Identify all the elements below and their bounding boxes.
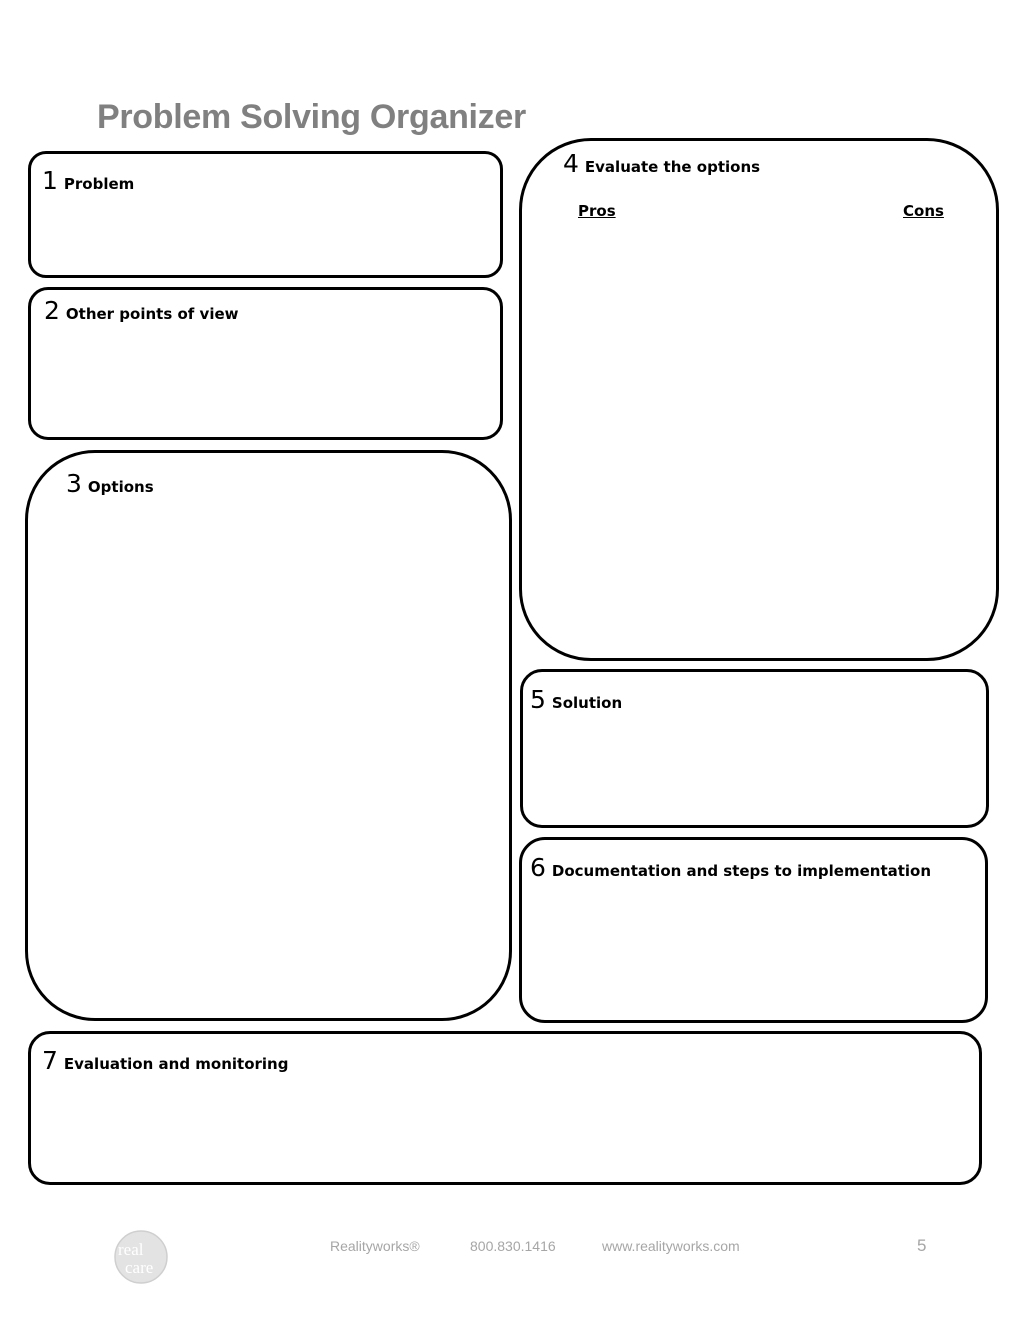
evaluation-monitoring-number: 7 <box>42 1046 58 1075</box>
page-title: Problem Solving Organizer <box>97 98 526 136</box>
solution-heading <box>530 687 622 712</box>
evaluation-monitoring-heading <box>42 1048 288 1073</box>
footer-phone: 800.830.1416 <box>470 1238 556 1254</box>
problem-heading <box>42 168 134 193</box>
evaluate-options-label: Evaluate the options <box>584 158 761 176</box>
documentation-box[interactable] <box>519 837 988 1023</box>
logo-text-top: real <box>118 1240 144 1259</box>
pros-column-header: Pros <box>578 202 616 220</box>
logo-text-bottom: care <box>125 1258 154 1277</box>
other-points-of-view-heading <box>44 298 239 323</box>
page-number: 5 <box>917 1236 927 1255</box>
realcare-logo <box>112 1228 170 1286</box>
problem-number: 1 <box>42 166 58 195</box>
options-number: 3 <box>66 469 82 498</box>
options-label: Options <box>87 478 154 496</box>
options-box[interactable] <box>25 450 512 1021</box>
evaluate-options-number: 4 <box>563 149 579 178</box>
solution-label: Solution <box>551 694 623 712</box>
options-heading <box>66 471 154 496</box>
documentation-heading <box>530 855 931 880</box>
other-points-of-view-number: 2 <box>44 296 60 325</box>
evaluation-monitoring-box[interactable] <box>28 1031 982 1185</box>
evaluation-monitoring-label: Evaluation and monitoring <box>63 1055 289 1073</box>
footer-website[interactable]: www.realityworks.com <box>602 1238 740 1254</box>
problem-label: Problem <box>63 175 135 193</box>
footer-company: Realityworks® <box>330 1238 420 1254</box>
solution-box[interactable] <box>520 669 989 828</box>
other-points-of-view-label: Other points of view <box>65 305 239 323</box>
documentation-number: 6 <box>530 853 546 882</box>
documentation-label: Documentation and steps to implementation <box>551 862 932 880</box>
cons-column-header: Cons <box>903 202 944 220</box>
solution-number: 5 <box>530 685 546 714</box>
evaluate-options-heading <box>563 151 760 176</box>
problem-box[interactable] <box>28 151 503 278</box>
evaluate-options-box[interactable] <box>519 138 999 661</box>
other-points-of-view-box[interactable] <box>28 287 503 440</box>
